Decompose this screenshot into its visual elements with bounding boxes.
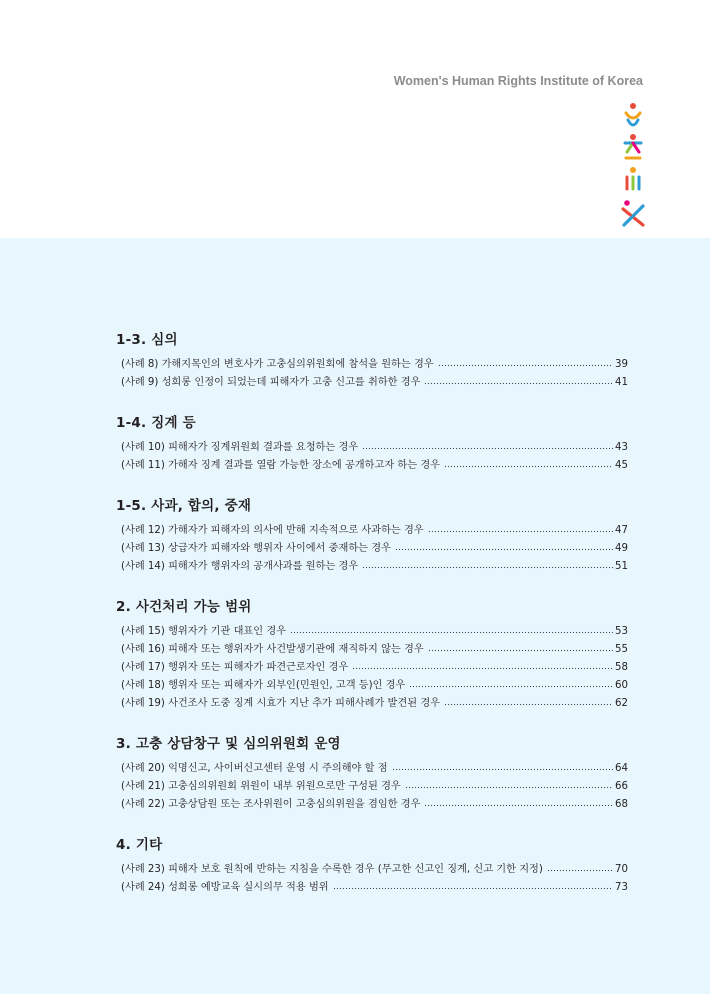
toc-entry-title: (사례 9) 성희롱 인정이 되었는데 피해자가 고충 신고를 취하한 경우 <box>121 377 421 388</box>
toc-entry[interactable] <box>116 374 628 392</box>
dot-leader <box>362 446 613 450</box>
section-title: 3. 고충 상담창구 및 심의위원회 운영 <box>116 736 341 752</box>
toc-entry[interactable] <box>116 558 628 576</box>
toc-page-number: 58 <box>615 662 628 673</box>
toc-entry-title: (사례 16) 피해자 또는 행위자가 사건발생기관에 재직하지 않는 경우 <box>121 644 424 655</box>
toc-entry-title: (사례 23) 피해자 보호 원칙에 반하는 지침을 수록한 경우 (무고한 신고인 징계, 신고 기한 지정) <box>121 864 543 875</box>
institute-name: Women's Human Rights Institute of Korea <box>393 74 643 88</box>
dot-leader <box>333 886 613 890</box>
toc-entry-title: (사례 8) 가해지목인의 변호사가 고충심의위원회에 참석을 원하는 경우 <box>121 359 434 370</box>
dot-leader <box>428 648 613 652</box>
toc-entry-title: (사례 13) 상급자가 피해자와 행위자 사이에서 중재하는 경우 <box>121 543 391 554</box>
toc-page-number: 55 <box>615 644 628 655</box>
dot-leader <box>352 666 613 670</box>
section-title: 1-3. 심의 <box>116 332 178 348</box>
toc-section <box>116 598 628 713</box>
toc-page-number: 49 <box>615 543 628 554</box>
dot-leader <box>424 381 613 385</box>
dot-leader <box>444 464 613 468</box>
toc-section <box>116 331 628 392</box>
toc-entry-title: (사례 11) 가해자 징계 결과를 열람 가능한 장소에 공개하고자 하는 경우 <box>121 460 441 471</box>
toc-page-number: 66 <box>615 781 628 792</box>
dot-leader <box>405 785 613 789</box>
toc-entry[interactable] <box>116 623 628 641</box>
toc-entry[interactable] <box>116 861 628 879</box>
toc-entry[interactable] <box>116 778 628 796</box>
toc-entry[interactable] <box>116 439 628 457</box>
toc-entry[interactable] <box>116 879 628 897</box>
toc-entry-title: (사례 17) 행위자 또는 피해자가 파견근로자인 경우 <box>121 662 349 673</box>
toc-section <box>116 414 628 475</box>
dot-leader <box>428 529 613 533</box>
toc-entry[interactable] <box>116 641 628 659</box>
section-title: 4. 기타 <box>116 837 163 853</box>
toc-section <box>116 735 628 814</box>
dot-leader <box>392 767 613 771</box>
toc-page-number: 60 <box>615 680 628 691</box>
toc-entry[interactable] <box>116 796 628 814</box>
dot-leader <box>547 868 613 872</box>
toc-entry[interactable] <box>116 659 628 677</box>
logo-mark <box>628 120 638 125</box>
toc-page-number: 41 <box>615 377 628 388</box>
toc-entry[interactable] <box>116 760 628 778</box>
toc-entry-title: (사례 15) 행위자가 기관 대표인 경우 <box>121 626 287 637</box>
logo-mark <box>630 134 636 140</box>
dot-leader <box>424 803 613 807</box>
toc-section <box>116 497 628 576</box>
dot-leader <box>362 565 613 569</box>
toc-page-number: 53 <box>615 626 628 637</box>
toc-entry-title: (사례 12) 가해자가 피해자의 의사에 반해 지속적으로 사과하는 경우 <box>121 525 424 536</box>
toc-entry-title: (사례 18) 행위자 또는 피해자가 외부인(민원인, 고객 등)인 경우 <box>121 680 406 691</box>
toc-page-number: 47 <box>615 525 628 536</box>
dot-leader <box>290 630 613 634</box>
toc-entry[interactable] <box>116 457 628 475</box>
toc-page-number: 64 <box>615 763 628 774</box>
toc-page-number: 68 <box>615 799 628 810</box>
dot-leader <box>444 702 613 706</box>
toc-entry-title: (사례 22) 고충상담원 또는 조사위원이 고충심의위원을 겸임한 경우 <box>121 799 421 810</box>
toc-entry[interactable] <box>116 695 628 713</box>
toc-entry[interactable] <box>116 677 628 695</box>
toc-entry-title: (사례 19) 사건조사 도중 징계 시효가 지난 추가 피해사례가 발견된 경우 <box>121 698 441 709</box>
toc-page-number: 51 <box>615 561 628 572</box>
toc-page-number: 45 <box>615 460 628 471</box>
toc-entry-title: (사례 10) 피해자가 징계위원회 결과를 요청하는 경우 <box>121 442 359 453</box>
toc-entry[interactable] <box>116 540 628 558</box>
toc-entry-title: (사례 21) 고충심의위원회 위원이 내부 위원으로만 구성된 경우 <box>121 781 401 792</box>
toc-section <box>116 836 628 897</box>
toc-page-number: 43 <box>615 442 628 453</box>
toc-entry-title: (사례 20) 익명신고, 사이버신고센터 운영 시 주의해야 할 점 <box>121 763 388 774</box>
institute-logo-icon <box>618 100 648 230</box>
toc-entry-title: (사례 14) 피해자가 행위자의 공개사과를 원하는 경우 <box>121 561 359 572</box>
logo-mark <box>626 113 640 118</box>
section-title: 2. 사건처리 가능 범위 <box>116 599 252 615</box>
logo-mark <box>624 200 630 206</box>
section-title: 1-5. 사과, 합의, 중재 <box>116 498 252 514</box>
toc-page-number: 62 <box>615 698 628 709</box>
dot-leader <box>409 684 613 688</box>
table-of-contents <box>116 331 628 919</box>
toc-page-number: 73 <box>615 882 628 893</box>
toc-entry[interactable] <box>116 356 628 374</box>
toc-entry[interactable] <box>116 522 628 540</box>
logo-mark <box>630 167 636 173</box>
toc-entry-title: (사례 24) 성희롱 예방교육 실시의무 적용 범위 <box>121 882 329 893</box>
toc-page-number: 39 <box>615 359 628 370</box>
section-title: 1-4. 징계 등 <box>116 415 196 431</box>
toc-page-number: 70 <box>615 864 628 875</box>
logo-mark <box>630 103 636 109</box>
dot-leader <box>395 547 613 551</box>
page-header <box>0 0 710 238</box>
dot-leader <box>438 363 613 367</box>
